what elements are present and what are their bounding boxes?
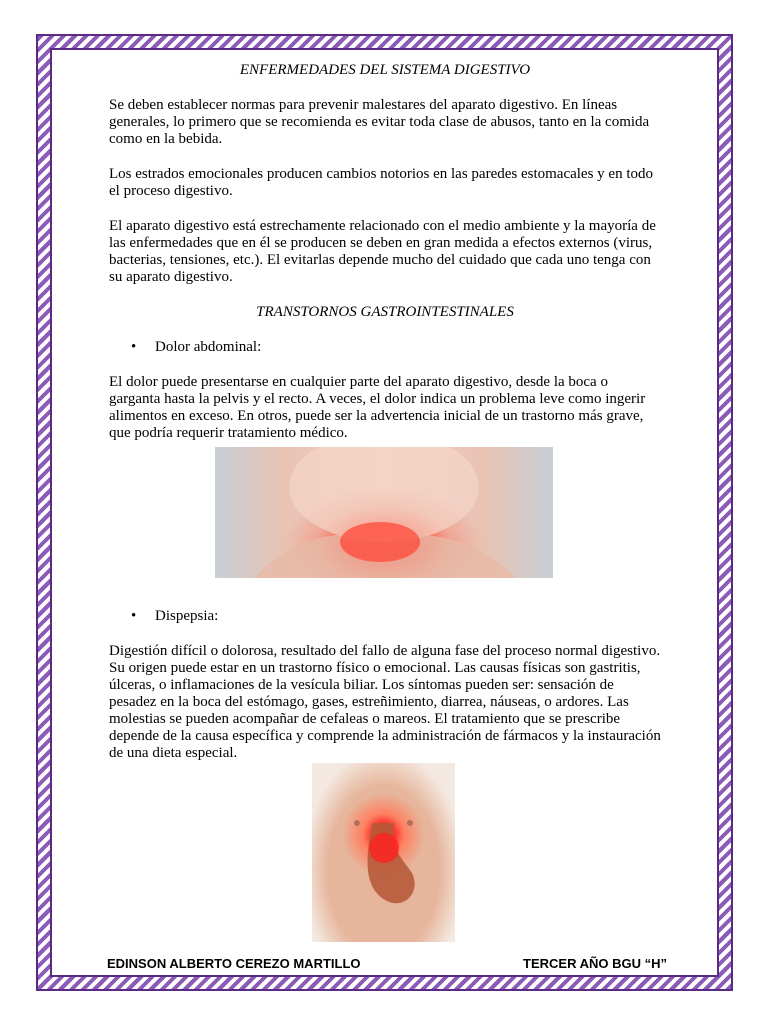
footer-author: EDINSON ALBERTO CEREZO MARTILLO bbox=[107, 956, 361, 971]
page-footer bbox=[107, 956, 667, 971]
bullet-item-abdominal-pain bbox=[109, 339, 661, 356]
intro-paragraph-2: Los estrados emocionales producen cambios notorios en las paredes estomacales y en todo el proceso digestivo. bbox=[109, 166, 654, 199]
document-title: ENFERMEDADES DEL SISTEMA DIGESTIVO bbox=[239, 62, 531, 78]
stomach-anatomy-illustration bbox=[312, 763, 455, 942]
abdominal-pain-paragraph: El dolor puede presentarse en cualquier parte del aparato digestivo, desde la boca o garganta hasta la pelvis y el recto. A veces, el dolor indica un problema leve como ingerir alimentos en exceso. En otros, puede ser la advertencia inicial de un trastorno más grave, que podría requerir tratamiento médico. bbox=[109, 374, 646, 441]
footer-course: TERCER AÑO BGU “H” bbox=[523, 956, 667, 971]
abdominal-pain-photo bbox=[215, 447, 553, 578]
bullet-label: Dispepsia: bbox=[155, 608, 219, 624]
intro-paragraph-1: Se deben establecer normas para prevenir malestares del aparato digestivo. En líneas generales, lo primero que se recomienda es evitar toda clase de abusos, tanto en la comida como en la bebida. bbox=[109, 97, 650, 147]
bullet-label: Dolor abdominal: bbox=[155, 339, 262, 355]
intro-paragraph-3: El aparato digestivo está estrechamente relacionado con el medio ambiente y la mayoría de las enfermedades que en él se producen se deben en gran medida a efectos externos (virus, bacterias, tensiones, etc.). El evitarlas depende mucho del cuidado que cada uno tenga con su aparato digestivo. bbox=[109, 218, 656, 285]
bullet-icon bbox=[109, 339, 153, 356]
section-subtitle: TRANSTORNOS GASTROINTESTINALES bbox=[256, 304, 514, 320]
document-body bbox=[109, 62, 661, 762]
bullet-icon bbox=[109, 608, 153, 625]
bullet-item-dyspepsia bbox=[109, 608, 661, 625]
dyspepsia-paragraph: Digestión difícil o dolorosa, resultado del fallo de alguna fase del proceso normal digestivo. Su origen puede estar en un trastorno físico o emocional. Las causas físicas son gastritis, úlceras, o inflamaciones de la vesícula biliar. Los síntomas pueden ser: sensación de pesadez en la boca del estómago, gases, estreñimiento, diarrea, náuseas, o ardores. Las molestias se pueden acompañar de cefaleas o mareos. El tratamiento que se prescribe depende de la causa específica y comprende la administración de fármacos y la instauración de una dieta especial. bbox=[109, 643, 661, 761]
